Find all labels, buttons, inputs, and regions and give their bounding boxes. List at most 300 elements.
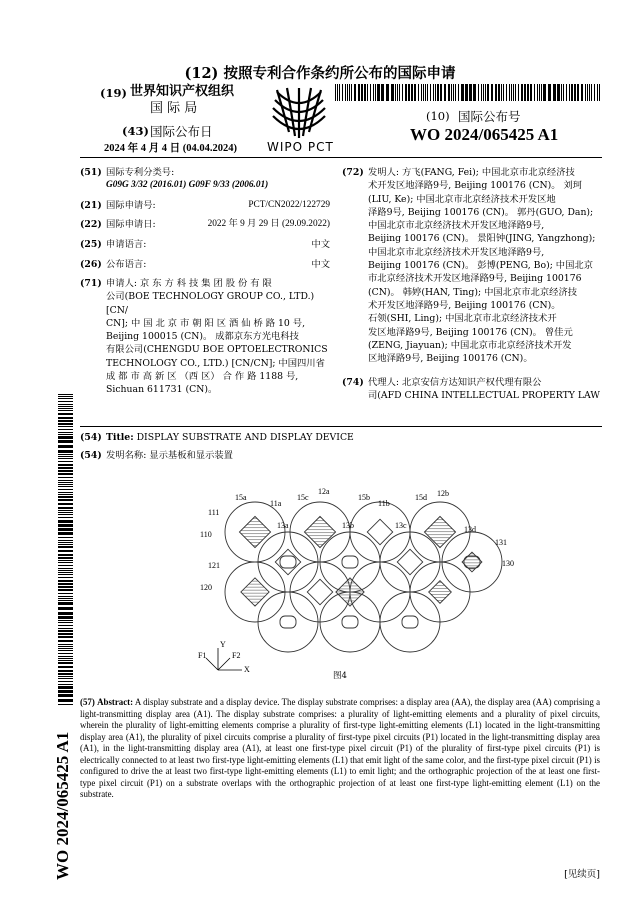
barcode-bar xyxy=(487,84,489,101)
barcode-bar xyxy=(58,467,73,469)
barcode-bar xyxy=(414,84,416,101)
figure-label: 110 xyxy=(200,530,212,539)
light-emitting-element xyxy=(429,581,452,604)
barcode-bar xyxy=(397,84,398,101)
barcode-bar xyxy=(58,636,73,638)
barcode-bar xyxy=(58,602,73,605)
barcode-bar xyxy=(58,598,73,599)
barcode-bar xyxy=(58,673,73,675)
figure-label: 15c xyxy=(297,493,309,502)
pubnum-value: WO 2024/065425 A1 xyxy=(410,125,559,144)
barcode-bar xyxy=(58,583,73,585)
inventor-line: Beijing 100176 (CN)。 彭博(PENG, Bo); 中国北京 xyxy=(368,260,593,272)
barcode-bar xyxy=(58,589,73,591)
barcode-bar xyxy=(339,84,340,101)
light-emitting-element xyxy=(424,516,455,547)
barcode-bar xyxy=(58,546,73,548)
barcode-side xyxy=(58,394,73,706)
barcode-bar xyxy=(58,699,73,702)
barcode-bar xyxy=(58,482,73,483)
barcode-bar xyxy=(58,568,73,569)
barcode-bar xyxy=(569,84,570,101)
barcode-bar xyxy=(485,84,486,101)
barcode-bar xyxy=(58,570,73,571)
barcode-bar xyxy=(58,486,73,487)
barcode-bar xyxy=(377,84,380,101)
barcode-bar xyxy=(537,84,538,101)
barcode-bar xyxy=(58,473,73,475)
applicant-line: 有限公司(CHENGDU BOE OPTOELECTRONICS xyxy=(106,344,328,356)
barcode-bar xyxy=(577,84,579,101)
barcode-bar xyxy=(527,84,529,101)
barcode-bar xyxy=(585,84,586,101)
barcode-bar xyxy=(361,84,363,101)
barcode-bar xyxy=(58,489,73,490)
inventor-line: 市北京经济技术开发区地泽路9号, Beijing 100176 xyxy=(368,273,582,285)
barcode-bar xyxy=(58,510,73,511)
field-label: 国际申请日: xyxy=(106,219,156,230)
barcode-bar xyxy=(58,648,73,649)
barcode-bar xyxy=(448,84,450,101)
inventor-line: 区地泽路9号, Beijing 100176 (CN)。 xyxy=(368,353,533,365)
barcode-bar xyxy=(58,607,73,610)
barcode-bar xyxy=(58,524,73,527)
barcode-bar xyxy=(58,562,73,563)
field-22 xyxy=(80,218,330,232)
field-code: (51) xyxy=(80,167,102,178)
header-rule xyxy=(80,157,602,158)
barcode-bar xyxy=(58,633,73,635)
agent-line: 司(AFD CHINA INTELLECTUAL PROPERTY LAW xyxy=(368,390,600,402)
continued-note: [见续页] xyxy=(564,869,600,880)
barcode-bar xyxy=(58,429,73,430)
barcode-bar xyxy=(433,84,434,101)
barcode-bar xyxy=(347,84,348,101)
transmissive-opening xyxy=(280,556,296,568)
barcode-bar xyxy=(566,84,567,101)
field-code: (22) xyxy=(80,219,102,230)
barcode-bar xyxy=(58,544,73,545)
barcode-bar xyxy=(58,676,73,677)
pixel-region xyxy=(258,592,318,652)
org-name: 世界知识产权组织 xyxy=(130,84,235,99)
figure-label: 11b xyxy=(378,499,390,508)
figure-label: 13c xyxy=(395,521,407,530)
barcode-bar xyxy=(58,528,73,531)
figure-label: 15d xyxy=(415,493,427,502)
barcode-bar xyxy=(58,646,73,647)
barcode-bar xyxy=(58,620,73,621)
barcode-bar xyxy=(587,84,588,101)
field-code: (25) xyxy=(80,239,102,250)
barcode-bar xyxy=(511,84,512,101)
barcode-bar xyxy=(58,550,73,552)
barcode-bar xyxy=(335,84,336,101)
barcode-bar xyxy=(58,660,73,661)
field-label: Title: xyxy=(106,432,134,443)
barcode-bar xyxy=(58,540,73,541)
barcode-bar xyxy=(469,84,472,101)
field-value: G09G 3/32 (2016.01) G09F 9/33 (2006.01) xyxy=(106,180,269,190)
barcode-bar xyxy=(58,404,73,405)
section-rule xyxy=(80,426,602,427)
barcode-bar xyxy=(375,84,376,101)
pubdate-value: 2024 年 4 月 4 日 (04.04.2024) xyxy=(104,143,237,154)
axis-label: X xyxy=(244,665,250,674)
barcode-bar xyxy=(423,84,424,101)
barcode-bar xyxy=(58,398,73,399)
field-value: 2022 年 9 月 29 日 (29.09.2022) xyxy=(207,219,330,229)
agent-field xyxy=(342,376,602,406)
barcode-bar xyxy=(58,432,73,433)
barcode-bar xyxy=(58,542,73,543)
barcode-bar xyxy=(58,520,73,523)
bibliographic-fields-left xyxy=(80,166,330,256)
barcode-bar xyxy=(427,84,428,101)
patent-figure xyxy=(190,480,530,680)
inventor-line: (LIU, Ke); 中国北京市北京经济技术开发区地 xyxy=(368,193,556,205)
figure-label: 15b xyxy=(358,493,370,502)
barcode-bar xyxy=(58,593,73,594)
barcode-bar xyxy=(581,84,583,101)
barcode-bar xyxy=(515,84,516,101)
barcode-bar xyxy=(571,84,573,101)
barcode-bar xyxy=(506,84,507,101)
barcode-bar xyxy=(501,84,502,101)
figure-label: 12a xyxy=(318,487,330,496)
barcode-bar xyxy=(337,84,338,101)
figure-label: 15a xyxy=(235,493,247,502)
barcode-bar xyxy=(58,492,73,493)
pixel-circuit xyxy=(275,549,300,574)
barcode-bar xyxy=(498,84,500,101)
barcode-bar xyxy=(58,507,73,509)
pixel-region xyxy=(380,592,440,652)
barcode-bar xyxy=(58,496,73,498)
barcode-bar xyxy=(342,84,343,101)
barcode-bar xyxy=(483,84,484,101)
applicant-line: CN]; 中 国 北 京 市 朝 阳 区 酒 仙 桥 路 10 号, xyxy=(106,317,306,329)
barcode-bar xyxy=(421,84,422,101)
applicant-line: 申请人: 京 东 方 科 技 集 团 股 份 有 限 xyxy=(106,278,272,289)
barcode-bar xyxy=(58,684,73,685)
applicant-line: Beijing 100015 (CN)。 成都京东方光电科技 xyxy=(106,331,299,343)
barcode-bar xyxy=(58,650,73,651)
inventor-line: (CN)。 韩婷(HAN, Ting); 中国北京市北京经济技 xyxy=(368,286,578,298)
abstract-code: (57) xyxy=(80,697,95,707)
barcode-bar xyxy=(574,84,576,101)
barcode-bar xyxy=(539,84,540,101)
pixel-region xyxy=(380,532,440,592)
barcode-bar xyxy=(513,84,514,101)
inventor-line: 泽路9号, Beijing 100176 (CN)。 郭丹(GUO, Dan); xyxy=(368,206,594,218)
applicant-line: Sichuan 611731 (CN)。 xyxy=(106,384,218,396)
barcode-bar xyxy=(58,512,73,513)
field-code: (54) xyxy=(80,450,102,461)
barcode-bar xyxy=(58,686,73,689)
barcode-bar xyxy=(364,84,366,101)
pixel-region xyxy=(258,532,318,592)
barcode-bar xyxy=(58,503,73,505)
barcode-bar xyxy=(58,456,73,457)
field-code: (54) xyxy=(80,432,102,443)
barcode-bar xyxy=(495,84,497,101)
field-label: 公布语言: xyxy=(106,259,147,270)
barcode-bar xyxy=(524,84,526,101)
barcode-bar xyxy=(386,84,389,101)
barcode-bar xyxy=(518,84,519,101)
barcode-bar xyxy=(58,554,73,556)
barcode-bar xyxy=(58,690,73,693)
barcode-bar xyxy=(58,440,73,443)
inventor-line: 中国北京市北京经济技术开发区地泽路9号, xyxy=(368,246,545,258)
barcode-bar xyxy=(399,84,400,101)
inventor-line: (ZENG, Jiayuan); 中国北京市北京经济技术开发 xyxy=(368,339,572,351)
barcode-bar xyxy=(58,458,73,459)
figure-caption: 图4 xyxy=(333,671,347,681)
barcode-bar xyxy=(58,464,73,466)
barcode-bar xyxy=(381,84,384,101)
barcode-bar xyxy=(58,577,73,578)
barcode-bar xyxy=(58,517,73,518)
field-label: 发明名称: xyxy=(106,450,147,461)
barcode-bar xyxy=(58,644,73,645)
field-value: DISPLAY SUBSTRATE AND DISPLAY DEVICE xyxy=(136,432,354,443)
barcode-bar xyxy=(58,600,73,601)
axis-label: F1 xyxy=(198,651,207,660)
barcode-bar xyxy=(405,84,407,101)
barcode-bar xyxy=(591,84,592,101)
barcode-bar xyxy=(444,84,446,101)
barcode-bar xyxy=(58,413,73,415)
applicant-field xyxy=(80,277,330,396)
transmissive-opening xyxy=(342,616,358,628)
field-code: (71) xyxy=(80,278,102,289)
field-label: 国际专利分类号: xyxy=(106,167,175,178)
barcode-bar xyxy=(589,84,590,101)
light-emitting-element xyxy=(241,578,269,606)
light-emitting-element xyxy=(462,552,482,572)
figure-label: 121 xyxy=(208,561,220,570)
title-cn-field xyxy=(80,449,600,463)
barcode-bar xyxy=(418,84,419,101)
barcode-bar xyxy=(58,596,73,597)
title-en-field xyxy=(80,431,600,445)
inventor-line: 术开发区地泽路9号, Beijing 100176 (CN)。 刘珂 xyxy=(368,180,583,192)
field-label: 申请语言: xyxy=(106,239,147,250)
barcode-bar xyxy=(58,574,73,575)
barcode-bar xyxy=(58,616,73,619)
barcode-bar xyxy=(58,436,73,439)
light-emitting-element xyxy=(239,516,270,547)
transmissive-opening xyxy=(342,556,358,568)
barcode-bar xyxy=(561,84,562,101)
field-26 xyxy=(80,258,330,272)
figure-label: 120 xyxy=(200,583,212,592)
figure-label: 13b xyxy=(342,521,354,530)
pubdate-label: 国际公布日 xyxy=(150,124,213,139)
barcode-bar xyxy=(440,84,442,101)
field-25 xyxy=(80,238,330,252)
light-emitting-element xyxy=(336,578,364,606)
barcode-bar xyxy=(58,640,73,642)
axis-label: F2 xyxy=(232,651,241,660)
barcode-bar xyxy=(481,84,482,101)
inventor-line: 石领(SHI, Ling); 中国北京市北京经济技术开 xyxy=(368,313,557,325)
barcode-bar xyxy=(358,84,360,101)
barcode-bar xyxy=(458,84,459,101)
agent-line: 代理人: 北京安信方达知识产权代理有限公 xyxy=(368,377,542,388)
barcode-bar xyxy=(367,84,368,101)
applicant-line: TECHNOLOGY CO., LTD.) [CN/CN]; 中国四川省 xyxy=(106,357,325,369)
transmissive-opening xyxy=(280,616,296,628)
barcode-bar xyxy=(491,84,493,101)
barcode-bar xyxy=(473,84,476,101)
axis-label: Y xyxy=(220,640,226,649)
barcode-bar xyxy=(58,625,73,626)
pixel-region xyxy=(350,502,410,562)
barcode-bar xyxy=(58,565,73,566)
barcode-bar xyxy=(58,494,73,495)
barcode-bar xyxy=(58,484,73,485)
barcode-bar xyxy=(58,420,73,422)
barcode-bar xyxy=(408,84,410,101)
barcode-bar xyxy=(411,84,413,101)
figure-label: 12b xyxy=(437,489,449,498)
barcode-bar xyxy=(563,84,564,101)
inventor-line: Beijing 100176 (CN)。 景阳钟(JING, Yangzhong); xyxy=(368,233,596,245)
barcode-bar xyxy=(435,84,436,101)
barcode-bar xyxy=(58,656,73,657)
barcode-bar xyxy=(430,84,431,101)
barcode-bar xyxy=(58,586,73,588)
field-value: 中文 xyxy=(311,259,330,270)
figure-label: 130 xyxy=(502,559,514,568)
barcode-bar xyxy=(541,84,542,101)
barcode-bar xyxy=(58,628,73,629)
inventor-line: 发区地泽路9号, Beijing 100176 (CN)。 曾佳元 xyxy=(368,326,573,338)
barcode-bar xyxy=(58,662,73,664)
org-code: (19) xyxy=(100,86,127,100)
barcode-bar xyxy=(548,84,551,101)
barcode-bar xyxy=(58,694,73,697)
barcode-bar xyxy=(58,630,73,632)
field-code: (74) xyxy=(342,377,364,388)
barcode-bar xyxy=(58,499,73,501)
barcode-bar xyxy=(478,84,479,101)
field-code: (26) xyxy=(80,259,102,270)
barcode-bar xyxy=(534,84,535,101)
barcode-bar xyxy=(594,84,595,101)
barcode-bar xyxy=(395,84,396,101)
barcode-bar xyxy=(354,84,356,101)
barcode-bar xyxy=(58,704,73,705)
barcode-bar xyxy=(58,681,73,682)
figure-label: 13a xyxy=(277,521,289,530)
pubnum-code: (10) xyxy=(426,109,450,123)
inventor-line: 术开发区地泽路9号, Beijing 100176 (CN)。 xyxy=(368,299,561,311)
field-code: (21) xyxy=(80,200,102,211)
applicant-line: 成 都 市 高 新 区 （西 区） 合 作 路 1188 号, xyxy=(106,371,299,383)
figure-label: 13d xyxy=(464,525,476,534)
barcode-bar xyxy=(370,84,371,101)
title-cn-text xyxy=(106,449,600,462)
figure-label: 11a xyxy=(270,499,282,508)
abstract-text: A display substrate and a display device. The display substrate comprises: a display area (AA), the display area (AA) comprising a light-transmitting display area (A1). The display substrate comprises: a plurality of light-emitting elements and a plurality of pixel circuits, wherein the plurality of light-emitting elements comprise a plurality of first-type light-emitting elements (L1) located in the light-transmitting display area (A1), the plurality of pixel circuits comprise a plurality of first-type pixel circuits (P1) located in the light-transmitting display area (A1), in the light-transmitting display area (A1), at least one first-type pixel circuit (P1) of the plurality of first-type pixel circuits (P1) is electrically connected to at least two first-type light-emitting elements (L1) that emit light of the same color, and the first-type pixel circuit (P1) is configured to drive the at least two first-type light-emitting elements (L1) to emit light; and the orthographic projection of the at least one first-type pixel circuit (P1) on a substrate overlaps with the orthographic projection of at least one first-type light-emitting element (L1) on the substrate. xyxy=(80,697,601,799)
barcode-bar xyxy=(553,84,556,101)
barcode-bar xyxy=(599,84,600,101)
barcode-bar xyxy=(543,84,546,101)
field-code: (72) xyxy=(342,167,364,178)
document-title: (12) 按照专利合作条约所公布的国际申请 xyxy=(184,65,456,82)
barcode-bar xyxy=(58,454,73,455)
applicant-text xyxy=(106,277,330,397)
inventor-line: 中国北京市北京经济技术开发区地泽路9号, xyxy=(368,220,545,232)
barcode-bar xyxy=(58,417,73,419)
field-value: 中文 xyxy=(311,239,330,250)
barcode-bar xyxy=(58,580,73,582)
inventors-field xyxy=(342,166,602,371)
barcode-bar xyxy=(58,658,73,659)
barcode-bar xyxy=(58,450,73,453)
figure-label: 111 xyxy=(208,508,220,517)
barcode-bar xyxy=(58,406,73,407)
barcode-bar xyxy=(58,434,73,435)
barcode-bar xyxy=(58,532,73,535)
pubdate-code: (43) xyxy=(122,124,149,138)
field-value: PCT/CN2022/122729 xyxy=(248,200,330,210)
barcode-bar xyxy=(451,84,452,101)
transmissive-opening xyxy=(402,616,418,628)
inventor-line: 发明人: 方飞(FANG, Fei); 中国北京市北京经济技 xyxy=(368,167,575,178)
barcode-bar xyxy=(503,84,504,101)
barcode-bar xyxy=(597,84,598,101)
barcode-bar xyxy=(345,84,346,101)
barcode-bar xyxy=(58,537,73,538)
barcode-bar xyxy=(58,396,73,397)
barcode-bar xyxy=(58,572,73,573)
barcode-bar xyxy=(425,84,426,101)
abstract-label: Abstract: xyxy=(97,697,134,707)
barcode-bar xyxy=(453,84,454,101)
barcode-bar xyxy=(58,670,73,672)
barcode-bar xyxy=(58,557,73,559)
inventors-text xyxy=(368,166,602,365)
side-publication-number: WO 2024/065425 A1 xyxy=(53,731,72,880)
barcode-bar xyxy=(349,84,350,101)
barcode-bar xyxy=(58,408,73,409)
barcode-bar xyxy=(521,84,523,101)
barcode-bar xyxy=(461,84,464,101)
barcode-bar xyxy=(58,394,73,395)
barcode-bar xyxy=(58,470,73,472)
title-en-text xyxy=(106,431,600,444)
barcode-bar xyxy=(437,84,439,101)
barcode-bar xyxy=(58,678,73,679)
barcode-bar xyxy=(58,410,73,411)
barcode-bar xyxy=(530,84,532,101)
barcode-bar xyxy=(391,84,394,101)
agent-text xyxy=(368,376,602,403)
applicant-line: 公司(BOE TECHNOLOGY GROUP CO., LTD.) [CN/ xyxy=(106,291,315,316)
barcode-bar xyxy=(58,666,73,668)
field-51 xyxy=(80,166,330,192)
abstract xyxy=(80,697,600,801)
barcode-bar xyxy=(58,445,73,448)
barcode-bar xyxy=(58,653,73,654)
barcode-bar xyxy=(58,461,73,462)
field-21 xyxy=(80,199,330,213)
